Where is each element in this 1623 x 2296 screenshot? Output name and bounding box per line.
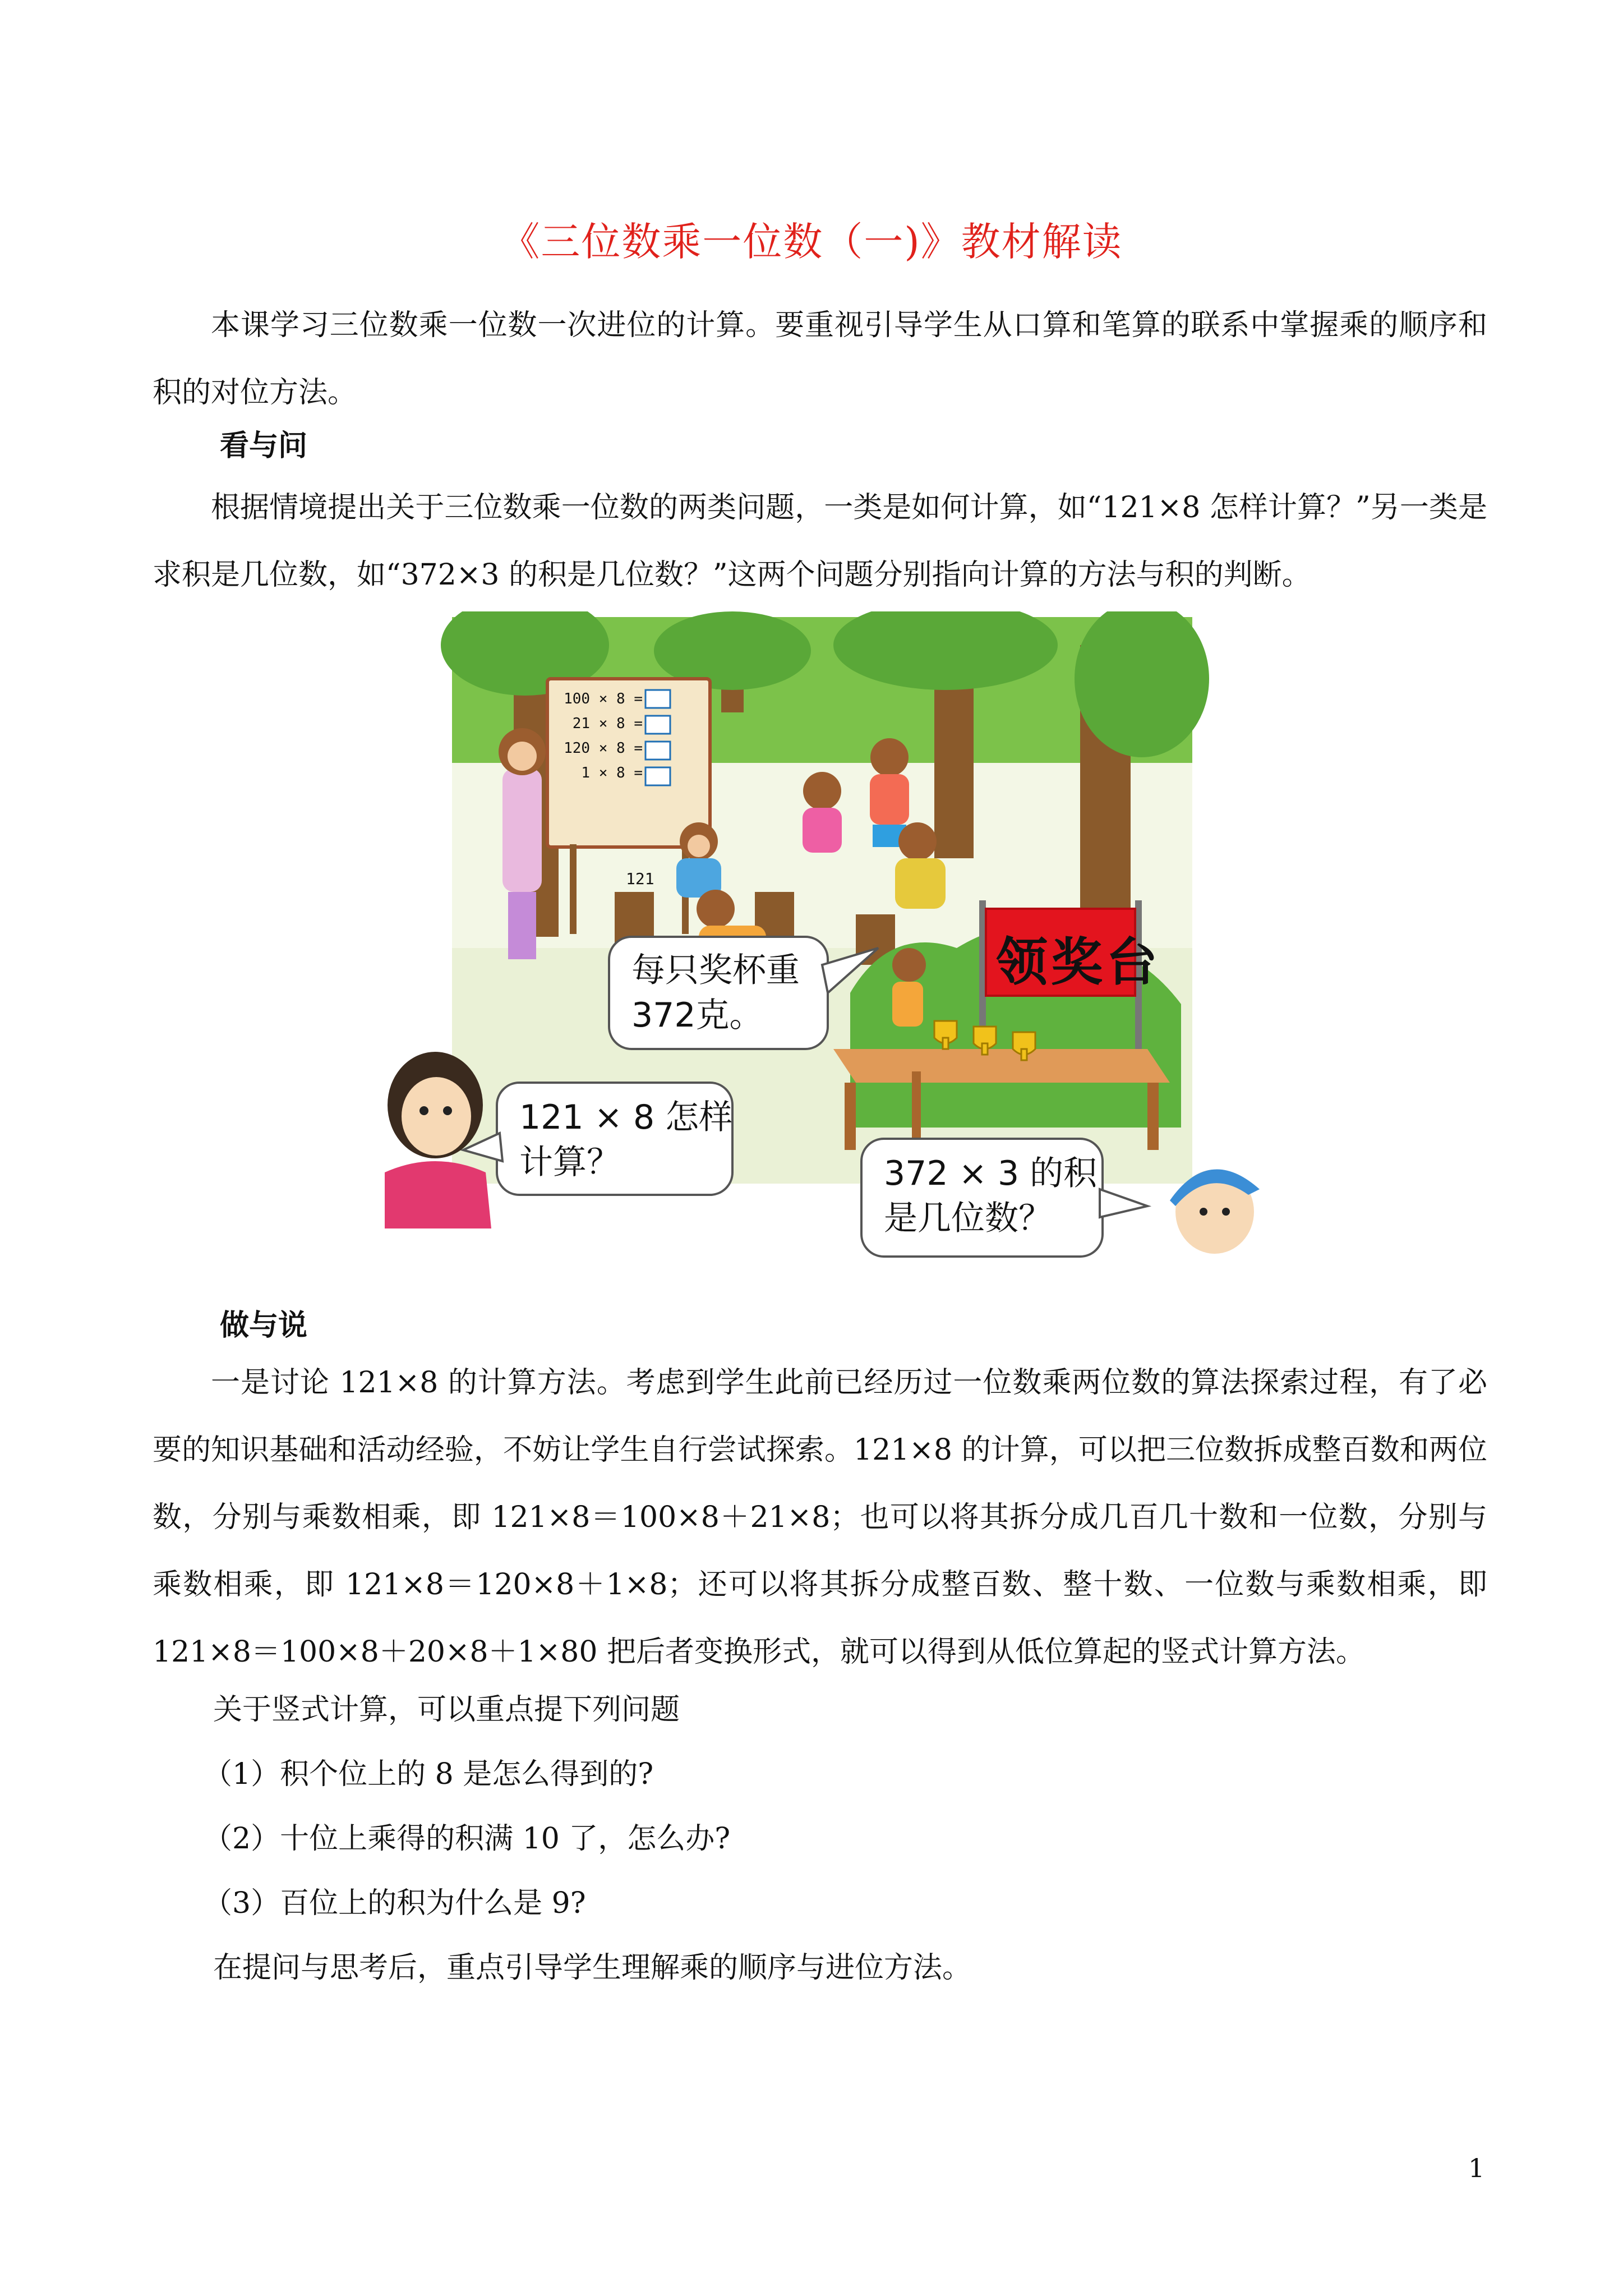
bubble-trophy-text: 每只奖杯重 372克。 (631, 951, 800, 1035)
document-title: 《三位数乘一位数（一)》教材解读 (500, 219, 1123, 265)
question-3: （3）百位上的积为什么是 9? (203, 1887, 586, 1920)
look-and-ask-paragraph: 根据情境提出关于三位数乘一位数的两类问题，一类是如何计算，如“121×8 怎样计算？”另一类是求积是几位数，如“372×3 的积是几位数？”这两个问题分别指向计算的方法与积的判断。 (153, 491, 1487, 592)
question-2: （2）十位上乘得的积满 10 了，怎么办? (203, 1822, 731, 1856)
ground-number: 121 (626, 869, 654, 888)
bubble-girl-text: 121 × 8 怎样 计算？ (519, 1098, 733, 1182)
section-heading-do-and-say: 做与说 (220, 1308, 308, 1342)
banner-label: 领奖台 (996, 932, 1161, 992)
bubble-boy-text: 372 × 3 的积 是几位数？ (884, 1154, 1098, 1238)
closing-sentence: 在提问与思考后，重点引导学生理解乘的顺序与进位方法。 (213, 1951, 972, 1985)
do-and-say-paragraph: 一是讨论 121×8 的计算方法。考虑到学生此前已经历过一位数乘两位数的算法探索过程，有了必要的知识基础和活动经验，不妨让学生自行尝试探索。121×8 的计算，可以把三位数拆成整百数和两位数，分别与乘数相乘，即 121×8＝100×8＋21×8；也可以将其拆分成几百几十数和一位数，分别与乘数相乘，即 121×8＝120×8＋1×8；还可以将其拆分成整百数、整十数、一位数与乘数相乘，即 121×8＝100×8＋20×8＋1×80 把后者变换形式，就可以得到从低位算起的竖式计算方法。 (153, 1366, 1487, 1669)
question-1: （1）积个位上的 8 是怎么得到的? (203, 1757, 654, 1791)
question-lead: 关于竖式计算，可以重点提下列问题 (213, 1693, 680, 1727)
section-heading-look-and-ask: 看与问 (220, 429, 308, 463)
page-number: 1 (1468, 2153, 1485, 2183)
textbook-illustration (385, 611, 1264, 1273)
intro-paragraph: 本课学习三位数乘一位数一次进位的计算。要重视引导学生从口算和笔算的联系中掌握乘的顺序和积的对位方法。 (153, 309, 1487, 409)
board-equations: 100 × 8 = 21 × 8 = 120 × 8 = 1 × 8 = (564, 691, 643, 781)
